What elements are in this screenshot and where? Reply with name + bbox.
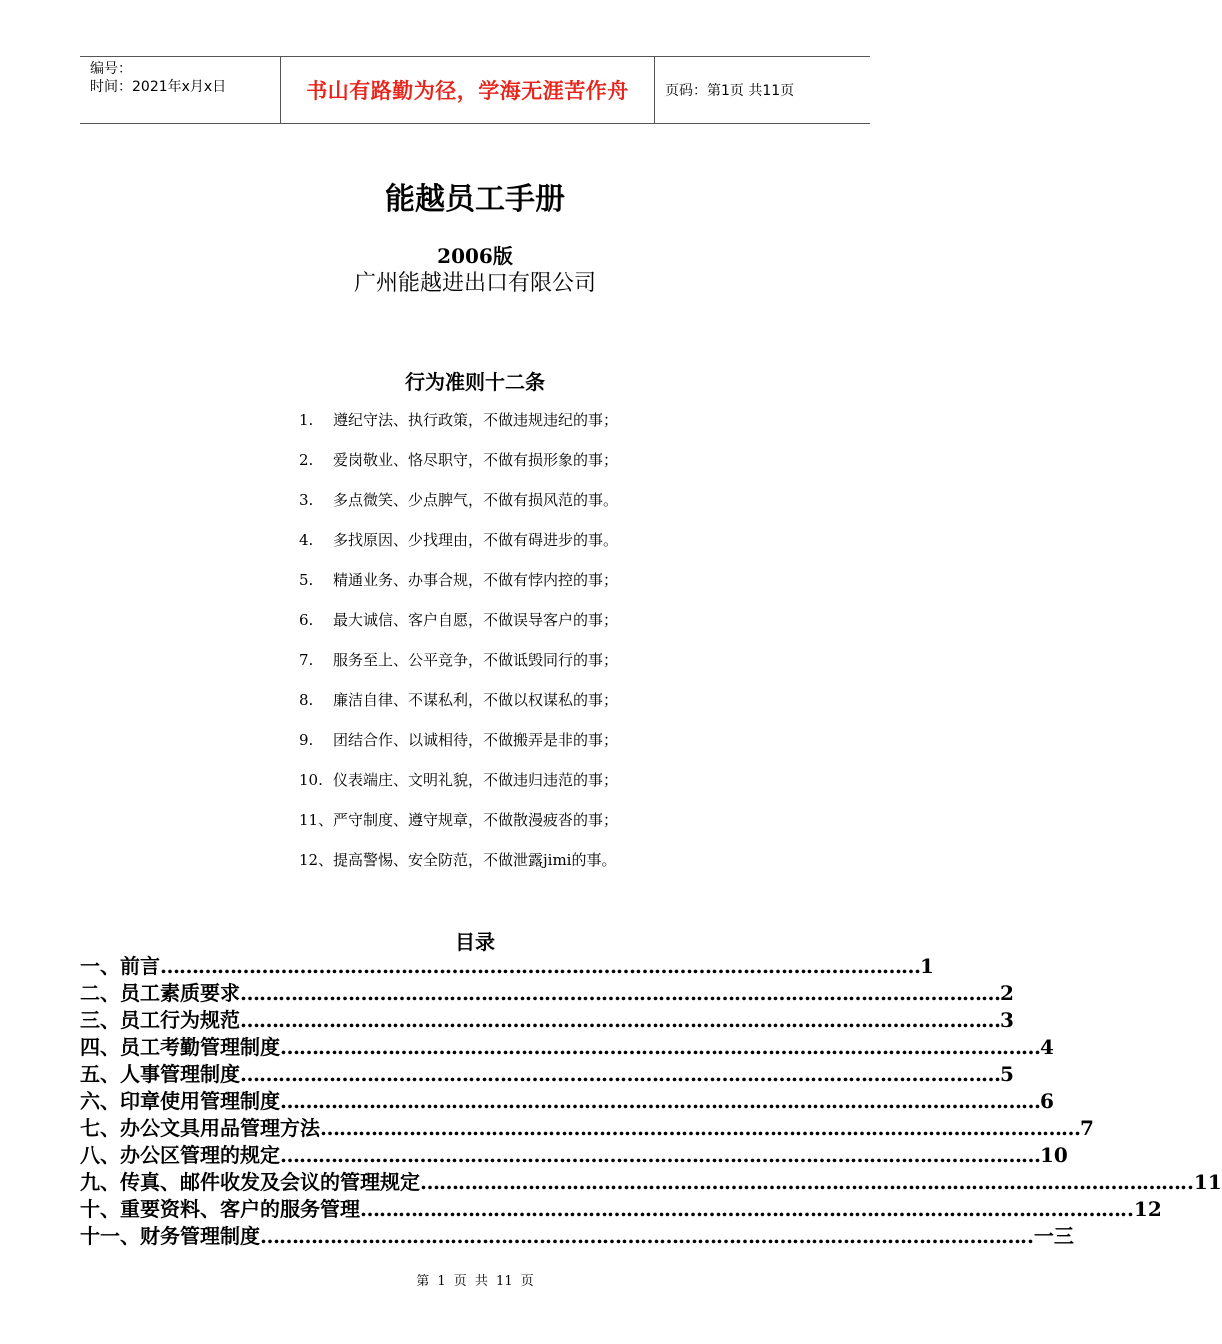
toc-number: 八、 <box>80 1143 120 1167</box>
toc-item[interactable] <box>80 1142 1068 1169</box>
toc-leader: ………………………………………………………………………………………………………… <box>360 1197 1120 1221</box>
rule-text: 爱岗敬业、恪尽职守，不做有损形象的事； <box>333 451 619 469</box>
toc-item[interactable] <box>80 1196 1162 1223</box>
toc-label: 办公文具用品管理方法 <box>120 1116 320 1140</box>
rule-number: 9. <box>299 731 314 749</box>
rule-text: 多找原因、少找理由，不做有碍进步的事。 <box>333 531 619 549</box>
rule-number: 2. <box>299 451 314 469</box>
header-motto: 书山有路勤为径，学海无涯苦作舟 <box>281 57 655 123</box>
toc-page: 4 <box>1040 1035 1054 1059</box>
toc-page: 2 <box>1000 981 1014 1005</box>
toc-label: 员工行为规范 <box>120 1008 240 1032</box>
toc-number: 十、 <box>80 1197 120 1221</box>
rule-text: 遵纪守法、执行政策，不做违规违纪的事； <box>333 411 619 429</box>
toc-item[interactable] <box>80 1169 1222 1196</box>
toc-label: 员工素质要求 <box>120 981 240 1005</box>
rule-item <box>299 688 618 728</box>
header-meta <box>80 57 281 123</box>
rule-text: 仪表端庄、文明礼貌，不做违归违范的事； <box>333 771 619 789</box>
toc-leader: ………………………………………………………………………………………………………… <box>320 1116 1080 1140</box>
toc-number: 五、 <box>80 1062 120 1086</box>
rule-item <box>299 768 618 808</box>
toc-title: 目录 <box>455 930 495 954</box>
toc-page: 1 <box>920 954 934 978</box>
toc-page: 7 <box>1080 1116 1094 1140</box>
toc-number: 一、 <box>80 954 120 978</box>
rule-number: 3. <box>299 491 314 509</box>
toc-item[interactable] <box>80 980 1014 1007</box>
toc-number: 四、 <box>80 1035 120 1059</box>
toc-page: 10 <box>1040 1143 1068 1167</box>
rule-number: 12、 <box>299 851 334 869</box>
toc-leader: ………………………………………………………………………………………………………… <box>280 1035 1040 1059</box>
toc-page: 6 <box>1040 1089 1054 1113</box>
toc-item[interactable] <box>80 1034 1054 1061</box>
rule-item <box>299 448 618 488</box>
rule-number: 1. <box>299 411 314 429</box>
rule-text: 精通业务、办事合规，不做有悖内控的事； <box>333 571 619 589</box>
toc-number: 三、 <box>80 1008 120 1032</box>
toc-leader: ………………………………………………………………………………………………………… <box>240 1062 1000 1086</box>
toc-page: ..11 <box>1180 1170 1222 1194</box>
toc-item[interactable] <box>80 1115 1094 1142</box>
document-edition: 2006版 <box>437 244 513 268</box>
toc-item[interactable] <box>80 1061 1014 1088</box>
rule-number: 6. <box>299 611 314 629</box>
rule-number: 5. <box>299 571 314 589</box>
toc-item[interactable] <box>80 953 934 980</box>
toc-number: 二、 <box>80 981 120 1005</box>
toc-leader: ………………………………………………………………………………………………………… <box>160 954 920 978</box>
toc-label: 传真、邮件收发及会议的管理规定 <box>120 1170 420 1194</box>
header-page-info: 页码：第1页 共11页 <box>665 83 795 99</box>
table-of-contents <box>80 953 1222 1250</box>
toc-label: 人事管理制度 <box>120 1062 240 1086</box>
rule-text: 严守制度、遵守规章，不做散漫疲沓的事； <box>333 811 619 829</box>
rule-number: 4. <box>299 531 314 549</box>
rules-list <box>299 408 618 888</box>
time-label: 时间：2021年x月x日 <box>90 79 227 95</box>
rule-text: 多点微笑、少点脾气，不做有损风范的事。 <box>333 491 619 509</box>
rule-number: 7. <box>299 651 314 669</box>
toc-page: 5 <box>1000 1062 1014 1086</box>
rules-title: 行为准则十二条 <box>405 370 545 394</box>
rule-text: 最大诚信、客户自愿，不做误导客户的事； <box>333 611 619 629</box>
rule-item <box>299 808 618 848</box>
toc-page: 3 <box>1000 1008 1014 1032</box>
toc-item[interactable] <box>80 1223 1074 1250</box>
toc-label: 重要资料、客户的服务管理 <box>120 1197 360 1221</box>
rule-text: 提高警惕、安全防范，不做泄露jimi的事。 <box>333 851 617 869</box>
rule-number: 8. <box>299 691 314 709</box>
document-title: 能越员工手册 <box>385 182 565 217</box>
rule-text: 廉洁自律、不谋私利，不做以权谋私的事； <box>333 691 619 709</box>
toc-label: 财务管理制度 <box>140 1224 260 1248</box>
toc-page: ..一三 <box>1020 1224 1074 1248</box>
rule-text: 团结合作、以诚相待，不做搬弄是非的事； <box>333 731 619 749</box>
rule-number: 10. <box>299 771 323 789</box>
toc-number: 九、 <box>80 1170 120 1194</box>
toc-number: 十一、 <box>80 1224 140 1248</box>
toc-number: 六、 <box>80 1089 120 1113</box>
rule-item <box>299 608 618 648</box>
toc-leader: ………………………………………………………………………………………………………… <box>240 1008 1000 1032</box>
rule-item <box>299 408 618 448</box>
toc-item[interactable] <box>80 1007 1014 1034</box>
rule-item <box>299 648 618 688</box>
toc-label: 前言 <box>120 954 160 978</box>
number-label: 编号： <box>90 61 132 77</box>
toc-label: 印章使用管理制度 <box>120 1089 280 1113</box>
rule-item <box>299 848 618 888</box>
toc-leader: ………………………………………………………………………………………………………… <box>280 1089 1040 1113</box>
page-header <box>80 56 870 124</box>
toc-leader: ………………………………………………………………………………………………………… <box>260 1224 1020 1248</box>
toc-leader: ………………………………………………………………………………………………………… <box>280 1143 1040 1167</box>
rule-text: 服务至上、公平竞争，不做诋毁同行的事； <box>333 651 619 669</box>
toc-leader: ………………………………………………………………………………………………………… <box>420 1170 1180 1194</box>
toc-leader: ………………………………………………………………………………………………………… <box>240 981 1000 1005</box>
company-name: 广州能越进出口有限公司 <box>353 271 596 296</box>
rule-item <box>299 488 618 528</box>
rule-number: 11、 <box>299 811 334 829</box>
page-footer: 第 1 页 共 11 页 <box>416 1274 534 1289</box>
rule-item <box>299 568 618 608</box>
toc-label: 员工考勤管理制度 <box>120 1035 280 1059</box>
toc-number: 七、 <box>80 1116 120 1140</box>
rule-item <box>299 728 618 768</box>
toc-page: ..12 <box>1120 1197 1162 1221</box>
toc-item[interactable] <box>80 1088 1054 1115</box>
toc-label: 办公区管理的规定 <box>120 1143 280 1167</box>
rule-item <box>299 528 618 568</box>
